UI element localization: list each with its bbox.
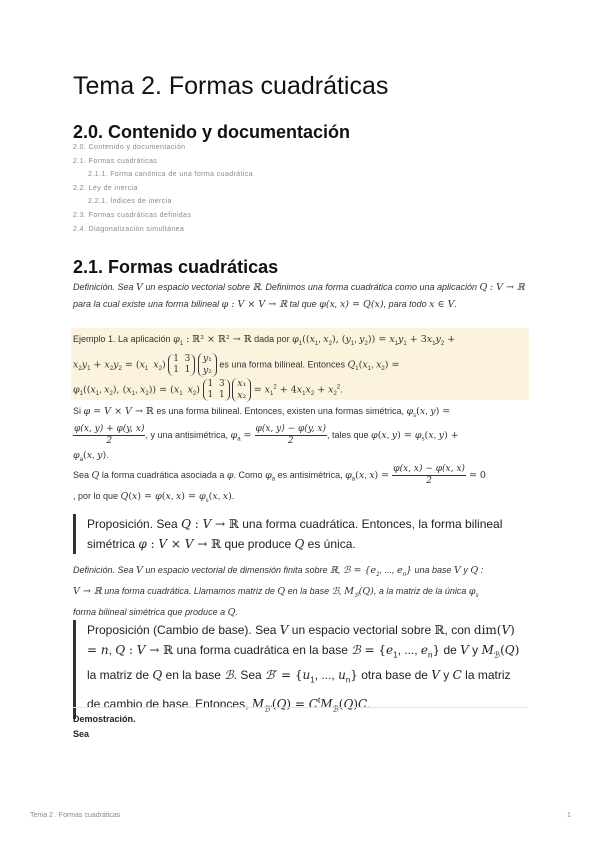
paragraph-associated-form: Sea Q la forma cuadrática asociada a φ. Como $\varphi_a$ es antisimétrica, $\varphi_a(x$, x) = $\frac{\varphi(x, x) - \varphi(x, x)}{2}$ = 0 , por lo que Q(x) = φ(x, $x) = \varphi_s(x$, x). bbox=[73, 464, 486, 504]
footer-page-number: 1 bbox=[567, 812, 571, 819]
section-heading-contents: 2.0. Contenido y documentación bbox=[73, 122, 351, 142]
toc-link[interactable]: 2.1. Formas cuadráticas bbox=[73, 157, 158, 165]
definition-matrix: Definición. Sea V un espacio vectorial de dimensión finita sobre ℝ, ℬ = {$e_1$, ..., $e_n$} una base V y Q : V → ℝ una forma cuadrática. Llamamos matriz de Q en la base ℬ, $M_ℬ(Q)$, a la matriz de la única $\varphi_s$ forma bilineal simétrica que produce a Q. bbox=[73, 565, 484, 618]
example-text: Ejemplo 1. La aplicación $\varphi_1$ : ℝ² × ℝ² → ℝ dada por $\varphi_1((x_1$, $x_2$), ($y_1$, $y_2)) = x_1y_1 + 3x_1y_2$ + $x_2y_1 + x_2y_2 = (x_1$ $x_2$) 1 3 1 1 y₁ y₂ es una forma bilineal. Entonces $Q_1(x_1$, $x_2$) = $\varphi_1((x_1$, $x_2$), ($x_1$, $x_2)) = (x_1$ $x_2$) 1 3 1 1 x₁ $x_2 = x_1^2 + 4x_1x_2 + x_2^2$. bbox=[73, 334, 456, 401]
proof bbox=[73, 712, 136, 742]
toc-link[interactable]: 2.3. Formas cuadráticas definidas bbox=[73, 211, 192, 219]
paragraph-symmetric-decomposition: Si φ = V × V → ℝ es una forma bilineal. Entonces, existen una formas simétrica, $\varphi_s(x$, y) = $\frac{\varphi(x, y) + \varphi(y, x)}{2}$ , y una antisimétrica, $\varphi_a$ = $\frac{\varphi(x, y) - \varphi(y, x)}{2}$ , tales que φ(x, $y) = \varphi_s(x$, y) + $\varphi_a(x$, y). bbox=[73, 406, 459, 464]
toc-link[interactable]: 2.2. Ley de inercia bbox=[73, 184, 138, 192]
proof-heading: Demostración. bbox=[73, 714, 136, 724]
footer-title: Tema 2 . Formas cuadráticas bbox=[30, 812, 121, 819]
toc-link[interactable]: 2.4. Diagonalización simultánea bbox=[73, 225, 185, 233]
proposition-uniqueness: Proposición. Sea Q : V → ℝ una forma cuadrática. Entonces, la forma bilineal simétrica φ : V × V → ℝ que produce Q es única. bbox=[73, 514, 527, 554]
page-title: Tema 2. Formas cuadráticas bbox=[73, 72, 389, 100]
proof-text: Sea bbox=[73, 729, 90, 739]
table-of-contents bbox=[73, 144, 253, 239]
toc-link[interactable]: 2.2.1. Índices de inercia bbox=[88, 198, 172, 206]
section-heading-quadratic-forms: 2.1. Formas cuadráticas bbox=[73, 257, 279, 277]
example-box bbox=[71, 328, 529, 400]
toc-link[interactable]: 2.0. Contenido y documentación bbox=[73, 144, 186, 151]
proposition-change-of-base: Proposición (Cambio de base). Sea V un espacio vectorial sobre ℝ, con dim(V) = n, Q : V → ℝ una forma cuadrática en la base ℬ = {$e_1$, ..., $e_n$} de V y $M_ℬ(Q)$ la matriz de Q en la base ℬ. Sea ℬ′ = {$u_1$, ..., $u_n$} otra base de V y C la matriz de cambio de base. Entonces, $M_{ℬ'}(Q) = C^tM_ℬ(Q)C$. bbox=[73, 620, 527, 719]
toc-link[interactable]: 2.1.1. Forma canónica de una forma cuadrática bbox=[88, 171, 254, 179]
divider bbox=[73, 707, 528, 708]
definition-quadratic-form: Definición. Sea V un espacio vectorial sobre ℝ. Definimos una forma cuadrática como una aplicación Q : V → ℝ para la cual existe una forma bilineal φ : V × V → ℝ tal que φ(x, x) = Q(x), para todo x ∈ V. bbox=[73, 282, 525, 310]
